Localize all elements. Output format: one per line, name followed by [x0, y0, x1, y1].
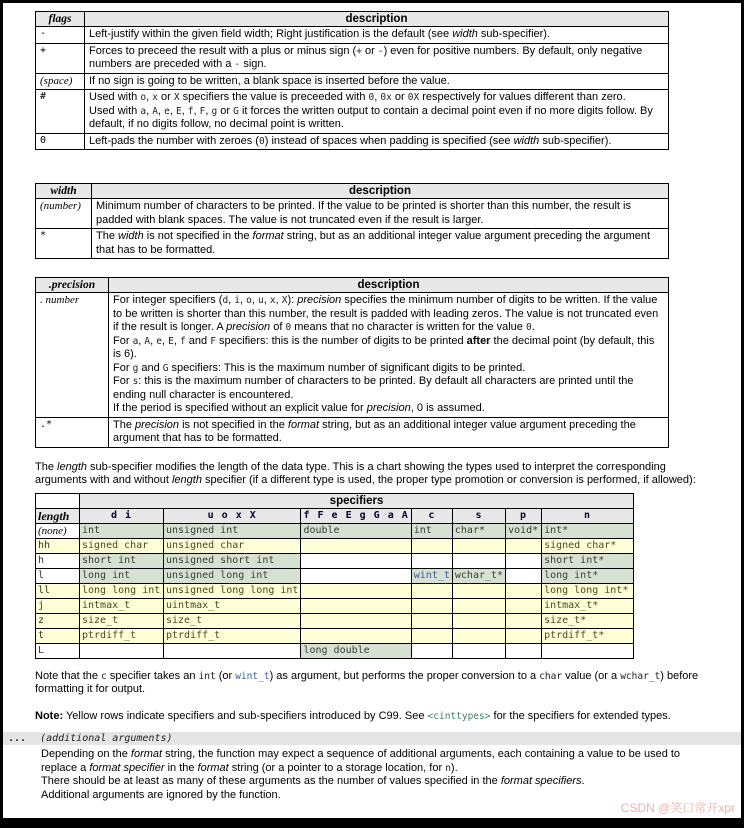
flag-label-cell: * [36, 229, 92, 259]
type-cell [301, 598, 411, 613]
type-cell: intmax_t* [542, 598, 634, 613]
inline-code: int [198, 670, 216, 682]
length-label-cell: ll [36, 583, 80, 598]
length-label-cell: hh [36, 538, 80, 553]
type-cell: size_t [164, 613, 301, 628]
flag-label-cell: (number) [36, 199, 92, 229]
type-cell: long long int [80, 583, 164, 598]
inline-code: F [199, 105, 206, 117]
inline-code: x [152, 92, 158, 103]
inline-code: f [187, 105, 194, 117]
inline-code: 0 [285, 322, 292, 333]
type-cell [452, 538, 505, 553]
inline-code: g [132, 362, 139, 374]
type-cell: double [301, 523, 411, 538]
type-cell [452, 553, 505, 568]
description-cell: Forces to preceed the result with a plus or minus sign (+ or -) even for positive numbers. By default, only negative numbers are preceded with a - sign. [85, 43, 669, 73]
inline-code: X [173, 92, 180, 103]
type-cell: signed char [80, 538, 164, 553]
inline-code: F [210, 335, 216, 347]
length-row [36, 538, 634, 553]
inline-code: 0 [525, 322, 532, 333]
type-cell [506, 553, 542, 568]
type-cell: int* [542, 523, 634, 538]
description-cell: If no sign is going to be written, a blank space is inserted before the value. [85, 73, 669, 90]
table-row [36, 90, 669, 134]
type-cell: intmax_t [80, 598, 164, 613]
type-cell [411, 613, 452, 628]
specifier-column-header: u o x X [164, 508, 301, 523]
table-row [36, 199, 669, 229]
additional-arguments-header [3, 732, 744, 745]
type-cell [452, 583, 505, 598]
type-cell [452, 613, 505, 628]
inline-code: wchar_t [620, 670, 661, 682]
flag-label-cell: .* [36, 417, 109, 447]
flag-label-cell: . number [36, 293, 109, 418]
type-cell [164, 643, 301, 658]
table-row [36, 293, 669, 418]
type-cell: long long int* [542, 583, 634, 598]
inline-code: E [168, 335, 174, 347]
inline-code: d [222, 295, 229, 306]
specifier-column-header: s [452, 508, 505, 523]
inline-code: X [281, 295, 288, 306]
precision-table [35, 277, 669, 448]
type-cell [411, 583, 452, 598]
specifiers-header: specifiers [80, 493, 634, 508]
key-column-header: .precision [36, 278, 109, 293]
inline-code: G [162, 362, 169, 374]
type-cell: size_t [80, 613, 164, 628]
key-column-header: width [36, 184, 92, 199]
type-cell [506, 568, 542, 583]
inline-code: e [156, 335, 163, 347]
inline-code: A [152, 105, 158, 117]
type-cell [506, 538, 542, 553]
length-label-cell: j [36, 598, 80, 613]
table-row [36, 229, 669, 259]
cinttypes-link[interactable]: <cinttypes> [427, 710, 491, 722]
inline-code: o [140, 92, 147, 103]
ellipsis-label: ... [8, 733, 27, 744]
flag-label-cell: (space) [36, 73, 85, 90]
type-cell: uintmax_t [164, 598, 301, 613]
inline-code: c [101, 670, 107, 682]
note-c99-paragraph: Note: Yellow rows indicate specifiers and sub-specifiers introduced by C99. See <cinttypes> for the specifiers for extended types. [35, 709, 671, 722]
type-cell: char* [452, 523, 505, 538]
inline-code: n [445, 762, 451, 774]
description-cell: Left-pads the number with zeroes (0) instead of spaces when padding is specified (see width sub-specifier). [85, 133, 669, 150]
description-column-header: description [92, 184, 669, 199]
inline-code: a [132, 335, 139, 347]
page-content [3, 3, 741, 802]
type-cell: wchar_t* [452, 568, 505, 583]
specifiers-table [35, 493, 634, 659]
length-row [36, 628, 634, 643]
length-row [36, 523, 634, 538]
type-cell [506, 583, 542, 598]
note-c-specifier-paragraph: Note that the c specifier takes an int (or wint_t) as argument, but performs the proper conversion to a char value (or a wchar_t) before formatting it for output. [35, 669, 699, 695]
key-column-header: flags [36, 12, 85, 27]
type-cell [411, 628, 452, 643]
length-label-cell: L [36, 643, 80, 658]
type-cell [542, 643, 634, 658]
description-cell: Left-justify within the given field width; Right justification is the default (see width sub-specifier). [85, 27, 669, 44]
inline-code: E [175, 105, 182, 117]
type-cell [411, 643, 452, 658]
type-cell: unsigned long long int [164, 583, 301, 598]
type-cell [452, 628, 505, 643]
description-column-header: description [109, 278, 669, 293]
type-cell: int [80, 523, 164, 538]
length-label-cell: h [36, 553, 80, 568]
inline-code: char [539, 670, 563, 682]
type-cell [301, 583, 411, 598]
type-cell [452, 643, 505, 658]
specifier-column-header: p [506, 508, 542, 523]
inline-code: - [234, 59, 241, 70]
inline-code: 0X [407, 92, 420, 103]
type-cell [301, 553, 411, 568]
flag-label-cell: - [36, 27, 85, 44]
type-cell: long int* [542, 568, 634, 583]
description-cell: For integer specifiers (d, i, o, u, x, X): precision specifies the minimum number of digits to be written. If the value to be written is shorter than this number, the result is padded with leading zeros. The value is not truncated even if the result is longer. A precision of 0 means that no character is written for the value 0. For a, A, e, E, f and F specifiers: this is the number of digits to be printed after the decimal point (by default, this is 6). For g and G specifiers: This is the maximum number of significant digits to be printed. For s: this is the maximum number of characters to be printed. By default all characters are printed until the ending null character is encountered. If the period is specified without an explicit value for precision, 0 is assumed. [109, 293, 669, 418]
type-cell [301, 613, 411, 628]
inline-code: e [164, 105, 170, 117]
header-row [36, 12, 669, 27]
column-header-row [36, 508, 634, 523]
table-row [36, 73, 669, 90]
description-cell: The precision is not specified in the format string, but as an additional integer value argument preceding the argument that has to be formatted. [109, 417, 669, 447]
additional-arguments-label: (additional arguments) [40, 733, 173, 744]
specifiers-span-header-row [36, 493, 634, 508]
type-cell: unsigned short int [164, 553, 301, 568]
flag-label-cell: 0 [36, 133, 85, 150]
type-cell [80, 643, 164, 658]
wint-t-link[interactable]: wint_t [235, 670, 270, 682]
type-cell [411, 568, 452, 583]
length-row [36, 643, 634, 658]
length-row [36, 583, 634, 598]
length-row [36, 613, 634, 628]
type-cell [411, 553, 452, 568]
table-row [36, 27, 669, 44]
type-cell: unsigned long int [164, 568, 301, 583]
table-row [36, 417, 669, 447]
length-column-header: length [36, 508, 80, 523]
type-cell: int [411, 523, 452, 538]
description-cell: Used with o, x or X specifiers the value is preceeded with 0, 0x or 0X respectively for values different than zero. Used with a, A, e, E, f, F, g or G it forces the written output to contain a decimal point even if no more digits follow. By default, if no digits follow, no decimal point is written. [85, 90, 669, 134]
description-cell: The width is not specified in the format string, but as an additional integer value argument preceding the argument that has to be formatted. [92, 229, 669, 259]
type-cell [411, 598, 452, 613]
inline-code: s [132, 376, 139, 387]
type-cell: void* [506, 523, 542, 538]
inline-code: x [269, 295, 276, 306]
inline-code: f [180, 335, 186, 347]
wint-t-link[interactable]: wint_t [413, 569, 450, 581]
type-cell [506, 643, 542, 658]
additional-arguments-paragraph: Depending on the format string, the function may expect a sequence of additional arguments, each containing a value to be used to replace a format specifier in the format string (or a pointer to a storage location, for n). There should be at least as many of these arguments as the number of values specified in the format specifiers. Additional arguments are ignored by the function. [41, 748, 681, 801]
type-cell [506, 628, 542, 643]
length-row [36, 553, 634, 568]
specifier-column-header: f F e E g G a A [301, 508, 411, 523]
inline-code: g [211, 105, 218, 117]
flag-label-cell: + [36, 43, 85, 73]
inline-code: G [233, 105, 239, 117]
length-label-cell: t [36, 628, 80, 643]
inline-code: i [234, 295, 241, 306]
type-cell: ptrdiff_t [164, 628, 301, 643]
type-cell [301, 628, 411, 643]
inline-code: 0 [258, 135, 265, 147]
inline-code: A [144, 335, 151, 347]
type-cell: ptrdiff_t [80, 628, 164, 643]
type-cell [411, 538, 452, 553]
type-cell [301, 538, 411, 553]
description-cell: Minimum number of characters to be printed. If the value to be printed is shorter than this number, the result is padded with blank spaces. The value is not truncated even if the result is larger. [92, 199, 669, 229]
inline-code: 0 [368, 92, 375, 103]
corner-empty-cell [36, 493, 80, 508]
flags-table [35, 11, 669, 150]
inline-code: o [246, 295, 252, 306]
type-cell [506, 613, 542, 628]
length-label-cell: l [36, 568, 80, 583]
inline-code: + [356, 45, 362, 57]
type-cell [452, 598, 505, 613]
length-row [36, 598, 634, 613]
type-cell [506, 598, 542, 613]
specifier-column-header: d i [80, 508, 164, 523]
length-row [36, 568, 634, 583]
type-cell: short int [80, 553, 164, 568]
specifier-column-header: n [542, 508, 634, 523]
header-row [36, 278, 669, 293]
type-cell: size_t* [542, 613, 634, 628]
table-row [36, 43, 669, 73]
length-intro-paragraph: The length sub-specifier modifies the length of the data type. This is a chart showing the types used to interpret the corresponding arguments with and without length specifier (if a different type is used, the proper type promotion or conversion is performed, if allowed): [35, 460, 696, 486]
inline-code: u [258, 295, 264, 306]
length-label-cell: (none) [36, 523, 80, 538]
inline-code: 0x [380, 92, 392, 103]
length-label-cell: z [36, 613, 80, 628]
type-cell [301, 568, 411, 583]
flag-label-cell: # [36, 90, 85, 134]
type-cell: unsigned char [164, 538, 301, 553]
type-cell: short int* [542, 553, 634, 568]
description-column-header: description [85, 12, 669, 27]
type-cell: unsigned int [164, 523, 301, 538]
table-row [36, 133, 669, 150]
type-cell: long int [80, 568, 164, 583]
watermark: CSDN @笑口常开xpr [620, 801, 735, 815]
header-row [36, 184, 669, 199]
type-cell: long double [301, 643, 411, 658]
specifier-column-header: c [411, 508, 452, 523]
inline-code: - [377, 45, 384, 57]
inline-code: a [140, 105, 147, 117]
type-cell: ptrdiff_t* [542, 628, 634, 643]
width-table [35, 183, 669, 259]
type-cell: signed char* [542, 538, 634, 553]
